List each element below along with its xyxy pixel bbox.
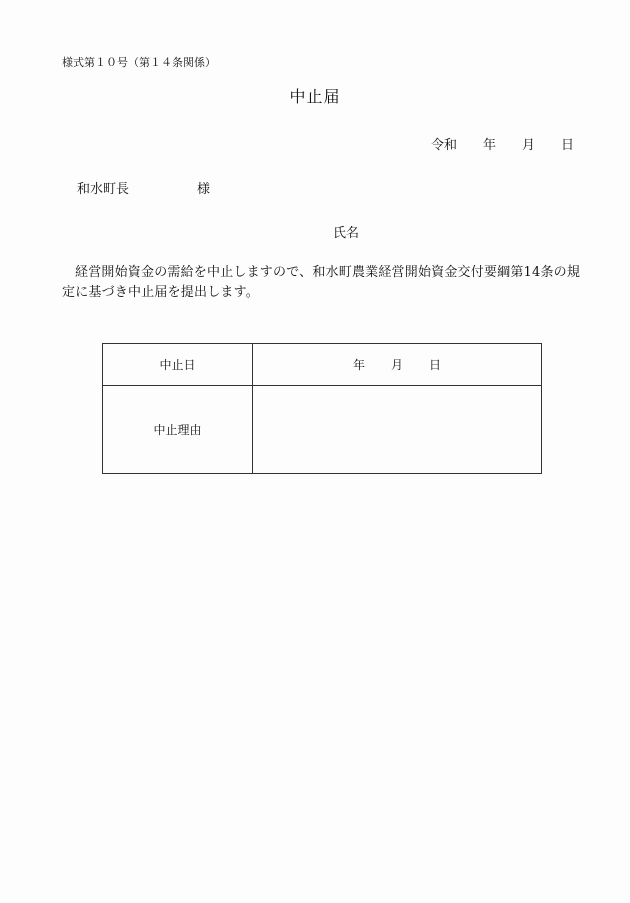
table-row [103,344,542,386]
addressee-name: 和水町長 [77,182,130,197]
submission-date [431,134,574,153]
applicant-name-label: 氏名 [333,226,360,241]
document-title: 中止届 [289,87,341,106]
cancellation-reason-field [253,386,542,474]
table-row [103,386,542,474]
date-day: 日 [560,138,574,153]
cancellation-date-day: 日 [429,358,442,372]
date-era: 令和 [430,138,457,153]
date-month: 月 [521,138,535,153]
cancellation-date-label: 中止日 [103,344,253,386]
form-number: 様式第１０号（第１４条関係） [62,56,216,69]
addressee-honorific: 様 [197,182,211,197]
cancellation-date-year: 年 [352,358,365,372]
cancellation-date-month: 月 [390,358,403,372]
body-text: 経営開始資金の需給を中止しますので、和水町農業経営開始資金交付要綱第14条の規定に基づき中止届を提出します。 [62,265,581,300]
cancellation-date-field [253,344,542,386]
addressee [77,178,211,197]
date-year: 年 [482,138,496,153]
cancellation-table [102,343,542,474]
cancellation-reason-label: 中止理由 [103,386,253,474]
